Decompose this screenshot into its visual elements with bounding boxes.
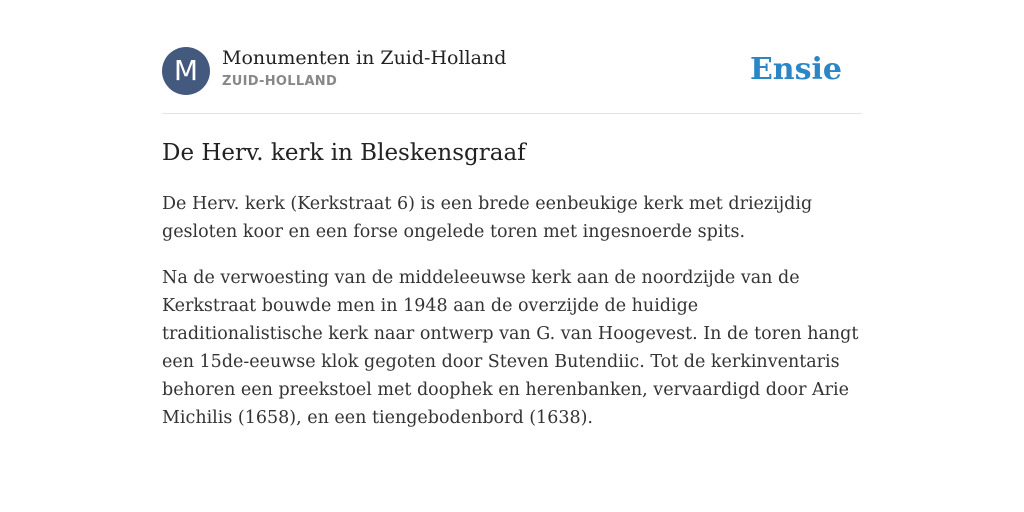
article-title: De Herv. kerk in Bleskensgraaf <box>162 140 526 166</box>
source-avatar[interactable]: M <box>162 47 210 95</box>
header-divider <box>162 113 862 114</box>
article-card <box>162 0 862 512</box>
article-body <box>162 190 862 450</box>
brand-logo[interactable]: Ensie <box>749 52 842 87</box>
article-paragraph: De Herv. kerk (Kerkstraat 6) is een brede eenbeukige kerk met driezijdig gesloten koor en een forse ongelede toren met ingesnoerde spits. <box>162 194 813 242</box>
source-title[interactable]: Monumenten in Zuid-Holland <box>222 47 507 69</box>
source-header <box>162 46 862 96</box>
source-subtitle[interactable]: ZUID-HOLLAND <box>222 74 338 89</box>
article-paragraph: Na de verwoesting van de middeleeuwse kerk aan de noordzijde van de Kerkstraat bouwde men in 1948 aan de overzijde de huidige traditionalistische kerk naar ontwerp van G. van Hoogevest. In de toren hangt een 15de-eeuwse klok gegoten door Steven Butendiic. Tot de kerkinventaris behoren een preekstoel met doophek en herenbanken, vervaardigd door Arie Michilis (1658), en een tiengebodenbord (1638). <box>162 268 859 428</box>
